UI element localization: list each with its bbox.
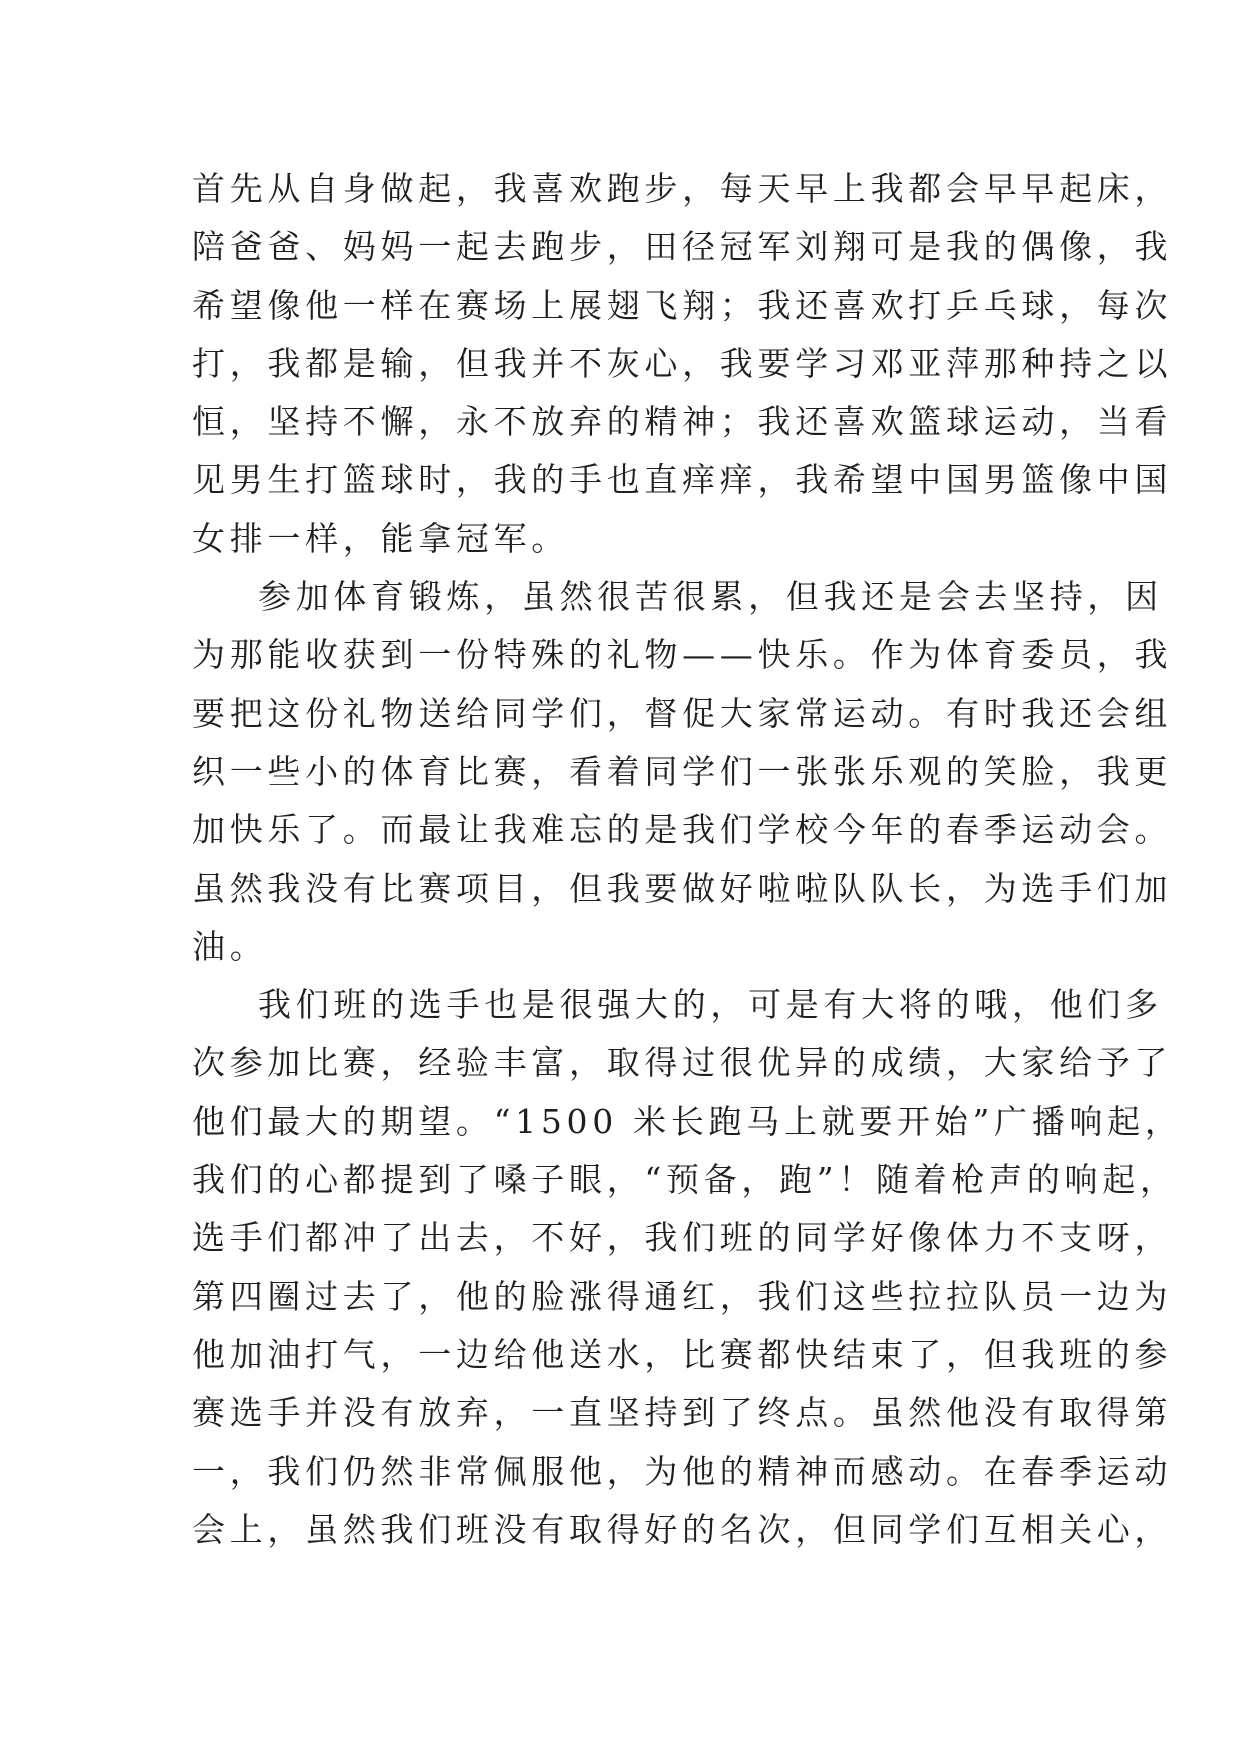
text-line: 女排一样，能拿冠军。 (192, 518, 569, 558)
text-line: 要把这份礼物送给同学们，督促大家常运动。有时我还会组 (192, 693, 1173, 733)
text-line: 次参加比赛，经验丰富，取得过很优异的成绩，大家给予了 (192, 1043, 1173, 1083)
text-line: 希望像他一样在赛场上展翅飞翔；我还喜欢打乒乓球，每次 (192, 285, 1173, 325)
text-line: 恒，坚持不懈，永不放弃的精神；我还喜欢篮球运动，当看 (192, 402, 1173, 442)
text-line: 油。 (192, 926, 268, 966)
text-line: 会上，虽然我们班没有取得好的名次，但同学们互相关心， (192, 1509, 1173, 1549)
paragraph-2 (192, 568, 1173, 976)
text-line: 打，我都是输，但我并不灰心，我要学习邓亚萍那种持之以 (192, 343, 1173, 383)
text-line: 首先从自身做起，我喜欢跑步，每天早上我都会早早起床， (192, 169, 1173, 208)
text-line: 参加体育锻炼，虽然很苦很累，但我还是会去坚持，因 (258, 577, 1163, 617)
text-line: 陪爸爸、妈妈一起去跑步，田径冠军刘翔可是我的偶像，我 (192, 227, 1173, 267)
text-line: 虽然我没有比赛项目，但我要做好啦啦队队长，为选手们加 (192, 868, 1173, 908)
text-line: 他们最大的期望。“1500 米长跑马上就要开始”广播响起， (192, 1101, 1183, 1141)
text-line: 织一些小的体育比赛，看着同学们一张张乐观的笑脸，我更 (192, 751, 1173, 791)
text-line: 第四圈过去了，他的脸涨得通红，我们这些拉拉队员一边为 (192, 1276, 1173, 1316)
paragraph-3 (192, 976, 1183, 1559)
document-page (192, 160, 1183, 1559)
text-line: 我们班的选手也是很强大的，可是有大将的哦，他们多 (258, 985, 1163, 1025)
paragraph-1 (192, 160, 1173, 568)
text-line: 我们的心都提到了嗓子眼，“预备，跑”！随着枪声的响起， (192, 1160, 1178, 1200)
text-line: 一，我们仍然非常佩服他，为他的精神而感动。在春季运动 (192, 1451, 1173, 1491)
text-line: 加快乐了。而最让我难忘的是我们学校今年的春季运动会。 (192, 810, 1173, 850)
text-line: 选手们都冲了出去，不好，我们班的同学好像体力不支呀， (192, 1218, 1173, 1258)
text-line: 赛选手并没有放弃，一直坚持到了终点。虽然他没有取得第 (192, 1393, 1173, 1433)
text-line: 见男生打篮球时，我的手也直痒痒，我希望中国男篮像中国 (192, 460, 1173, 500)
text-line: 他加油打气，一边给他送水，比赛都快结束了，但我班的参 (192, 1334, 1173, 1374)
text-line: 为那能收获到一份特殊的礼物——快乐。作为体育委员，我 (192, 635, 1173, 675)
